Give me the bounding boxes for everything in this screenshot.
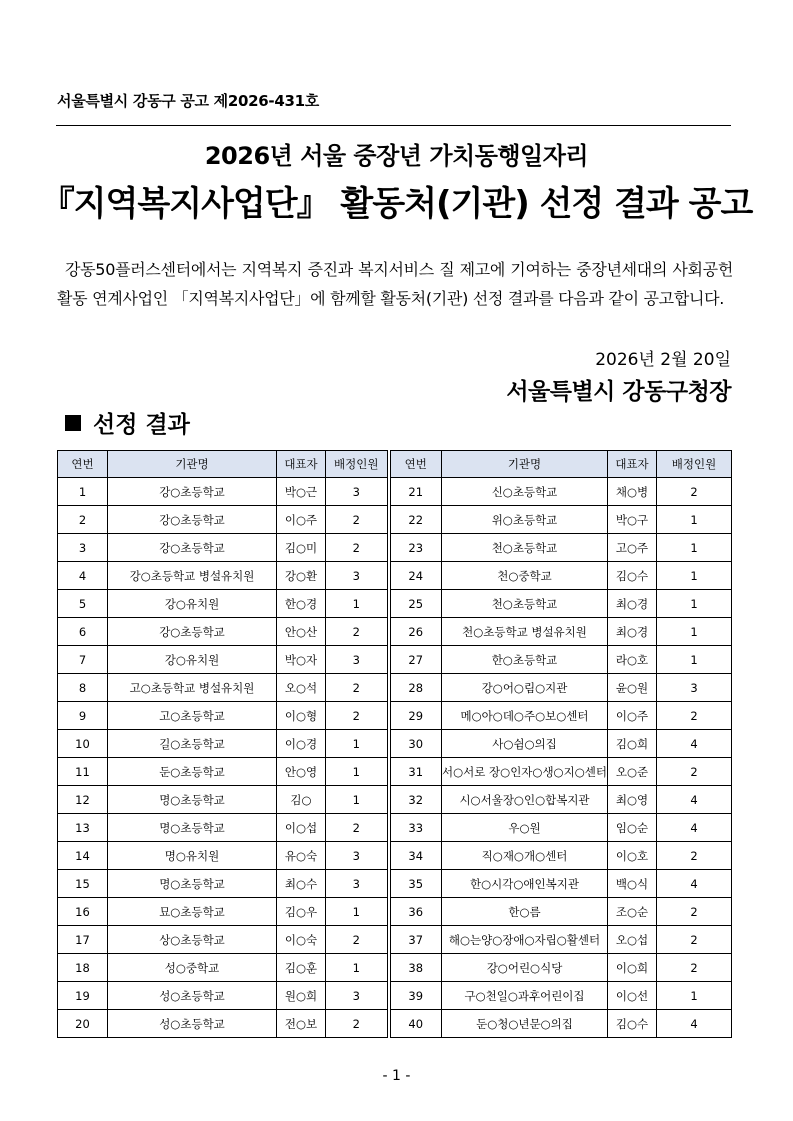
table-row	[58, 926, 732, 954]
institution-name: 성○초등학교	[108, 1010, 277, 1038]
institution-name: 묘○초등학교	[108, 898, 277, 926]
row-number: 21	[389, 478, 442, 506]
row-number: 12	[58, 786, 108, 814]
row-number: 14	[58, 842, 108, 870]
assigned-count: 3	[657, 674, 732, 702]
institution-name: 천○초등학교	[442, 590, 608, 618]
representative: 전○보	[277, 1010, 326, 1038]
table-row	[58, 842, 732, 870]
assigned-count: 1	[657, 646, 732, 674]
announcement-paragraph: 강동50플러스센터에서는 지역복지 증진과 복지서비스 질 제고에 기여하는 중장년세대의 사회공헌활동 연계사업인 「지역복지사업단」에 함께할 활동처(기관) 선정 결과를 다음과 같이 공고합니다.	[57, 260, 733, 308]
institution-name: 둔○청○년문○의집	[442, 1010, 608, 1038]
representative: 윤○원	[608, 674, 657, 702]
representative: 이○섭	[277, 814, 326, 842]
representative: 오○섭	[608, 926, 657, 954]
institution-name: 한○초등학교	[442, 646, 608, 674]
row-number: 33	[389, 814, 442, 842]
representative: 조○순	[608, 898, 657, 926]
table-row	[58, 814, 732, 842]
representative: 원○희	[277, 982, 326, 1010]
table-row	[58, 870, 732, 898]
assigned-count: 2	[326, 674, 389, 702]
representative: 박○구	[608, 506, 657, 534]
representative: 이○주	[608, 702, 657, 730]
institution-name: 성○초등학교	[108, 982, 277, 1010]
title-line-2: 『지역복지사업단』 활동처(기관) 선정 결과 공고	[40, 184, 753, 224]
table-row	[58, 646, 732, 674]
row-number: 29	[389, 702, 442, 730]
column-header: 배정인원	[657, 451, 732, 478]
table-header-row	[58, 451, 732, 478]
assigned-count: 1	[326, 730, 389, 758]
representative: 김○훈	[277, 954, 326, 982]
column-header: 대표자	[608, 451, 657, 478]
row-number: 5	[58, 590, 108, 618]
representative: 김○	[277, 786, 326, 814]
representative: 최○경	[608, 590, 657, 618]
representative: 강○환	[277, 562, 326, 590]
institution-name: 명○유치원	[108, 842, 277, 870]
row-number: 8	[58, 674, 108, 702]
table-row	[58, 1010, 732, 1038]
institution-name: 강○초등학교	[108, 506, 277, 534]
institution-name: 명○초등학교	[108, 786, 277, 814]
assigned-count: 1	[326, 954, 389, 982]
table-row	[58, 674, 732, 702]
square-bullet-icon	[65, 415, 81, 431]
representative: 이○선	[608, 982, 657, 1010]
table-row	[58, 562, 732, 590]
row-number: 32	[389, 786, 442, 814]
assigned-count: 2	[326, 814, 389, 842]
table-row	[58, 786, 732, 814]
column-header: 배정인원	[326, 451, 389, 478]
assigned-count: 2	[657, 842, 732, 870]
institution-name: 천○초등학교	[442, 534, 608, 562]
representative: 오○준	[608, 758, 657, 786]
row-number: 36	[389, 898, 442, 926]
representative: 임○순	[608, 814, 657, 842]
institution-name: 우○원	[442, 814, 608, 842]
row-number: 1	[58, 478, 108, 506]
row-number: 20	[58, 1010, 108, 1038]
representative: 이○형	[277, 702, 326, 730]
table-row	[58, 506, 732, 534]
representative: 한○경	[277, 590, 326, 618]
institution-name: 강○초등학교	[108, 534, 277, 562]
assigned-count: 2	[326, 618, 389, 646]
row-number: 10	[58, 730, 108, 758]
institution-name: 강○초등학교	[108, 478, 277, 506]
representative: 오○석	[277, 674, 326, 702]
row-number: 35	[389, 870, 442, 898]
institution-name: 구○천일○과후어린이집	[442, 982, 608, 1010]
assigned-count: 3	[326, 646, 389, 674]
assigned-count: 1	[657, 562, 732, 590]
assigned-count: 2	[326, 926, 389, 954]
representative: 라○호	[608, 646, 657, 674]
assigned-count: 3	[326, 478, 389, 506]
results-table	[57, 450, 732, 1038]
row-number: 22	[389, 506, 442, 534]
institution-name: 성○중학교	[108, 954, 277, 982]
representative: 고○주	[608, 534, 657, 562]
institution-name: 해○는양○장애○자립○활센터	[442, 926, 608, 954]
assigned-count: 4	[657, 1010, 732, 1038]
assigned-count: 1	[657, 590, 732, 618]
representative: 최○수	[277, 870, 326, 898]
institution-name: 강○초등학교	[108, 618, 277, 646]
institution-name: 강○유치원	[108, 646, 277, 674]
institution-name: 천○초등학교 병설유치원	[442, 618, 608, 646]
table-row	[58, 758, 732, 786]
row-number: 28	[389, 674, 442, 702]
institution-name: 천○중학교	[442, 562, 608, 590]
notice-number: 서울특별시 강동구 공고 제2026-431호	[57, 92, 319, 110]
column-header: 기관명	[108, 451, 277, 478]
institution-name: 강○초등학교 병설유치원	[108, 562, 277, 590]
table-row	[58, 590, 732, 618]
institution-name: 강○어○림○지관	[442, 674, 608, 702]
institution-name: 강○유치원	[108, 590, 277, 618]
institution-name: 한○시각○애인복지관	[442, 870, 608, 898]
institution-name: 한○름	[442, 898, 608, 926]
representative: 최○영	[608, 786, 657, 814]
institution-name: 길○초등학교	[108, 730, 277, 758]
representative: 최○경	[608, 618, 657, 646]
representative: 안○산	[277, 618, 326, 646]
row-number: 30	[389, 730, 442, 758]
institution-name: 신○초등학교	[442, 478, 608, 506]
assigned-count: 1	[326, 898, 389, 926]
row-number: 9	[58, 702, 108, 730]
row-number: 18	[58, 954, 108, 982]
assigned-count: 1	[657, 506, 732, 534]
row-number: 37	[389, 926, 442, 954]
page-number: - 1 -	[382, 1068, 411, 1084]
assigned-count: 2	[657, 954, 732, 982]
institution-name: 사○쉼○의집	[442, 730, 608, 758]
representative: 이○희	[608, 954, 657, 982]
assigned-count: 2	[657, 758, 732, 786]
column-header: 연번	[389, 451, 442, 478]
table-row	[58, 534, 732, 562]
assigned-count: 2	[657, 702, 732, 730]
assigned-count: 3	[326, 870, 389, 898]
assigned-count: 2	[326, 702, 389, 730]
representative: 김○우	[277, 898, 326, 926]
assigned-count: 2	[326, 1010, 389, 1038]
assigned-count: 2	[657, 926, 732, 954]
institution-name: 시○서울장○인○합복지관	[442, 786, 608, 814]
row-number: 39	[389, 982, 442, 1010]
table-row	[58, 954, 732, 982]
row-number: 27	[389, 646, 442, 674]
row-number: 2	[58, 506, 108, 534]
assigned-count: 3	[326, 842, 389, 870]
institution-name: 명○초등학교	[108, 870, 277, 898]
assigned-count: 4	[657, 730, 732, 758]
row-number: 40	[389, 1010, 442, 1038]
signer: 서울특별시 강동구청장	[506, 379, 731, 405]
assigned-count: 2	[326, 534, 389, 562]
title-line-1: 2026년 서울 중장년 가치동행일자리	[204, 142, 589, 170]
representative: 박○자	[277, 646, 326, 674]
representative: 유○숙	[277, 842, 326, 870]
assigned-count: 4	[657, 814, 732, 842]
representative: 김○희	[608, 730, 657, 758]
assigned-count: 1	[326, 590, 389, 618]
row-number: 17	[58, 926, 108, 954]
institution-name: 서○서로 장○인자○생○지○센터	[442, 758, 608, 786]
table-body	[58, 478, 732, 1038]
row-number: 38	[389, 954, 442, 982]
assigned-count: 4	[657, 786, 732, 814]
row-number: 13	[58, 814, 108, 842]
representative: 이○호	[608, 842, 657, 870]
row-number: 4	[58, 562, 108, 590]
assigned-count: 1	[326, 786, 389, 814]
row-number: 24	[389, 562, 442, 590]
row-number: 6	[58, 618, 108, 646]
assigned-count: 2	[326, 506, 389, 534]
row-number: 19	[58, 982, 108, 1010]
institution-name: 강○어린○식당	[442, 954, 608, 982]
representative: 박○근	[277, 478, 326, 506]
announcement-date: 2026년 2월 20일	[595, 350, 731, 370]
table-row	[58, 898, 732, 926]
header-divider	[56, 125, 731, 126]
institution-name: 메○아○데○주○보○센터	[442, 702, 608, 730]
table-row	[58, 982, 732, 1010]
row-number: 23	[389, 534, 442, 562]
row-number: 26	[389, 618, 442, 646]
table-row	[58, 478, 732, 506]
assigned-count: 1	[657, 618, 732, 646]
table-row	[58, 702, 732, 730]
row-number: 11	[58, 758, 108, 786]
section-heading	[65, 406, 190, 439]
representative: 이○경	[277, 730, 326, 758]
row-number: 16	[58, 898, 108, 926]
institution-name: 직○재○개○센터	[442, 842, 608, 870]
representative: 채○병	[608, 478, 657, 506]
institution-name: 명○초등학교	[108, 814, 277, 842]
column-header: 연번	[58, 451, 108, 478]
representative: 김○수	[608, 562, 657, 590]
assigned-count: 1	[657, 534, 732, 562]
row-number: 31	[389, 758, 442, 786]
assigned-count: 1	[657, 982, 732, 1010]
institution-name: 고○초등학교	[108, 702, 277, 730]
representative: 안○영	[277, 758, 326, 786]
institution-name: 둔○초등학교	[108, 758, 277, 786]
row-number: 7	[58, 646, 108, 674]
row-number: 25	[389, 590, 442, 618]
assigned-count: 3	[326, 562, 389, 590]
column-header: 기관명	[442, 451, 608, 478]
assigned-count: 2	[657, 898, 732, 926]
assigned-count: 1	[326, 758, 389, 786]
institution-name: 위○초등학교	[442, 506, 608, 534]
representative: 김○수	[608, 1010, 657, 1038]
column-header: 대표자	[277, 451, 326, 478]
table-row	[58, 618, 732, 646]
representative: 이○주	[277, 506, 326, 534]
institution-name: 상○초등학교	[108, 926, 277, 954]
institution-name: 고○초등학교 병설유치원	[108, 674, 277, 702]
row-number: 3	[58, 534, 108, 562]
row-number: 15	[58, 870, 108, 898]
assigned-count: 2	[657, 478, 732, 506]
section-title: 선정 결과	[93, 412, 190, 438]
representative: 김○미	[277, 534, 326, 562]
assigned-count: 4	[657, 870, 732, 898]
assigned-count: 3	[326, 982, 389, 1010]
representative: 이○숙	[277, 926, 326, 954]
table-row	[58, 730, 732, 758]
row-number: 34	[389, 842, 442, 870]
representative: 백○식	[608, 870, 657, 898]
